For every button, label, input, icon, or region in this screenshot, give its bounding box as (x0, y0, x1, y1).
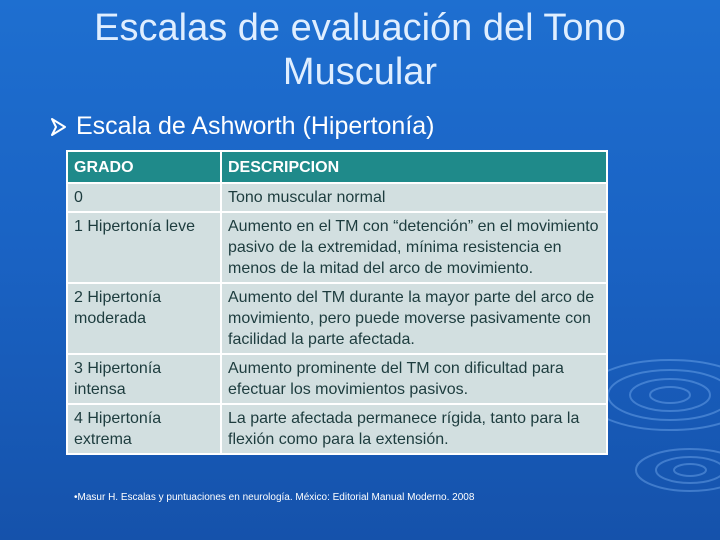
header-grade: GRADO (67, 151, 221, 183)
bullet-heading (48, 112, 435, 141)
description-cell: La parte afectada permanece rígida, tanto para la flexión como para la extensión. (221, 404, 607, 454)
table-row (67, 354, 607, 404)
table-row (67, 404, 607, 454)
slide-title: Escalas de evaluación del Tono Muscular (94, 7, 626, 93)
grade-cell: 4 Hipertonía extrema (67, 404, 221, 454)
table-row (67, 212, 607, 283)
grade-cell: 3 Hipertonía intensa (67, 354, 221, 404)
grade-cell: 2 Hipertonía moderada (67, 283, 221, 354)
description-cell: Aumento en el TM con “detención” en el movimiento pasivo de la extremidad, mínima resistencia en menos de la mitad del arco de movimiento. (221, 212, 607, 283)
grade-cell: 0 (67, 183, 221, 212)
description-cell: Aumento del TM durante la mayor parte del arco de movimiento, pero puede moverse pasivamente con facilidad la parte afectada. (221, 283, 607, 354)
table-row (67, 283, 607, 354)
table-row (67, 183, 607, 212)
description-cell: Tono muscular normal (221, 183, 607, 212)
description-cell: Aumento prominente del TM con dificultad para efectuar los movimientos pasivos. (221, 354, 607, 404)
table-header-row (67, 151, 607, 183)
arrow-bullet-icon (48, 116, 70, 138)
ashworth-scale-table (66, 150, 608, 455)
grade-cell: 1 Hipertonía leve (67, 212, 221, 283)
header-description: DESCRIPCION (221, 151, 607, 183)
reference-footnote: •Masur H. Escalas y puntuaciones en neurología. México: Editorial Manual Moderno. 2008 (74, 492, 475, 503)
bullet-text: Escala de Ashworth (Hipertonía) (76, 112, 435, 140)
